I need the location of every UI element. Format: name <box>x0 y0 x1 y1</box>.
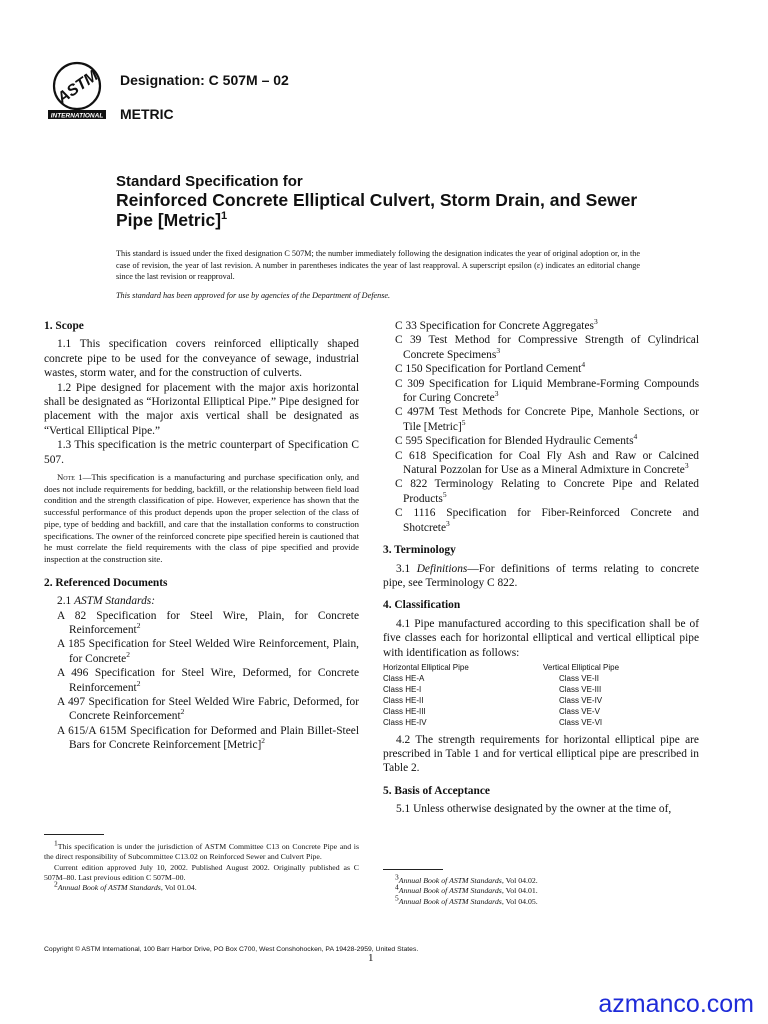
class-table-row: Class HE-I Class VE-III <box>383 685 602 695</box>
scope-1-3: 1.3 This specification is the metric counterpart of Specification C 507. <box>44 439 359 466</box>
ref-item: C 822 Terminology Relating to Concrete Pipe and Related Products$^5$ <box>395 478 699 505</box>
footnotes-left: $^1$This specification is under the jurisdiction of ASTM Committee C13 on Concrete Pipe and is the direct responsibility of Subcommittee C13.02 on Reinforced Sewer and Culvert Pipe. Current edition approved July 10, 2002. Published August 2002. Originally published as C 507M–80. Last previous edition C 507M–00. $^2$Annual Book of ASTM Standards, Vol 01.04. <box>44 838 359 893</box>
ref-item: C 1116 Specification for Fiber-Reinforced Concrete and Shotcrete$^3$ <box>395 507 699 534</box>
class-table-row: Class HE-A Class VE-II <box>383 674 600 684</box>
classification-heading: 4. Classification <box>383 599 461 612</box>
issued-note: This standard is issued under the fixed designation C 507M; the number immediately following the designation indicates the year of original adoption or, in the case of revision, the year of last revision. A number in parentheses indicates the year of last reapproval. A superscript epsilon (ε) indicates an editorial change since the last revision or reapproval. <box>116 249 640 281</box>
logo-text: ASTM <box>54 67 102 108</box>
ref-item: A 185 Specification for Steel Welded Wire Reinforcement, Plain, for Concrete$^2$ <box>57 638 359 665</box>
metric-label: METRIC <box>120 106 174 122</box>
astm-logo <box>44 60 110 122</box>
left-column <box>44 319 359 753</box>
scope-heading: 1. Scope <box>44 320 84 332</box>
acceptance-5-1: 5.1 Unless otherwise designated by the owner at the time of, <box>396 803 672 816</box>
ref-item: A 615/A 615M Specification for Deformed and Plain Billet-Steel Bars for Concrete Reinforcement [Metric]$^2$ <box>57 724 359 752</box>
terminology-heading: 3. Terminology <box>383 544 456 557</box>
class-table-row: Class HE-III Class VE-V <box>383 707 600 717</box>
class-table-header: Horizontal Elliptical Pipe Vertical Elliptical Pipe <box>383 662 620 672</box>
classification-4-2: 4.2 The strength requirements for horizontal elliptical pipe are prescribed in Table 1 and for vertical elliptical pipe are prescribed in Table 2. <box>383 733 699 775</box>
footnotes-right: $^3$Annual Book of ASTM Standards, Vol 04.02. $^4$Annual Book of ASTM Standards, Vol 04.01. $^5$Annual Book of ASTM Standards, Vol 04.05. <box>395 872 538 906</box>
designation: Designation: C 507M – 02 <box>120 72 289 88</box>
right-column <box>383 319 699 817</box>
copyright: Copyright © ASTM International, 100 Barr Harbor Drive, PO Box C700, West Conshohocken, PA 19428-2959, United States. <box>44 946 419 953</box>
classification-4-1: 4.1 Pipe manufactured according to this specification shall be of five classes each for horizontal elliptical and vertical elliptical pipe with identification as follows: <box>383 617 699 659</box>
ref-item: C 618 Specification for Coal Fly Ash and Raw or Calcined Natural Pozzolan for Use as a Mineral Admixture in Concrete$^3$ <box>395 449 699 477</box>
class-table <box>383 662 699 729</box>
ref-item: A 496 Specification for Steel Wire, Deformed, for Concrete Reinforcement$^2$ <box>57 667 359 694</box>
document-title: Reinforced Concrete Elliptical Culvert, Storm Drain, and Sewer Pipe [Metric]$^1$ <box>116 190 638 230</box>
ref-item: C 309 Specification for Liquid Membrane-Forming Compounds for Curing Concrete$^3$ <box>395 377 699 405</box>
acceptance-heading: 5. Basis of Acceptance <box>383 784 490 797</box>
class-table-row: Class HE-II Class VE-IV <box>383 696 603 706</box>
approved-note: This standard has been approved for use by agencies of the Department of Defense. <box>116 291 391 300</box>
page-number: 1 <box>368 952 374 964</box>
ref-item: A 82 Specification for Steel Wire, Plain, for Concrete Reinforcement$^2$ <box>57 609 359 636</box>
ref-item: C 33 Specification for Concrete Aggregates$^3$ <box>395 317 598 332</box>
watermark: azmanco.com <box>598 990 754 1018</box>
logo-subtext: INTERNATIONAL <box>50 112 104 120</box>
ref-item: C 595 Specification for Blended Hydraulic Cements$^4$ <box>395 432 638 448</box>
ref-item: C 39 Test Method for Compressive Strength of Cylindrical Concrete Specimens$^3$ <box>395 334 699 361</box>
referenced-list-left <box>44 609 359 753</box>
ref-item: C 497M Test Methods for Concrete Pipe, Manhole Sections, or Tile [Metric]$^5$ <box>395 406 699 433</box>
referenced-intro: 2.1 ASTM Standards: <box>57 595 155 608</box>
footnote-rule-right <box>383 869 443 870</box>
ref-item: C 150 Specification for Portland Cement$^4$ <box>395 360 586 376</box>
terminology-3-1: 3.1 Definitions—For definitions of terms relating to concrete pipe, see Terminology C 822. <box>383 562 699 589</box>
scope-note: Note 1—This specification is a manufacturing and purchase specification only, and does not include requirements for bedding, backfill, or the relationship between field load condition and the strength classification of pipe. However, experience has shown that the successful performance of this product depends upon the proper selection of the class of pipe, type of bedding and backfill, and care that the installation conforms to construction specifications. The owner of the reinforced concrete pipe specified herein is cautioned that he must correlate the field requirements with the class of pipe specified and provide inspection at the construction site. <box>44 472 359 564</box>
scope-1-1: 1.1 This specification covers reinforced elliptically shaped concrete pipe to be used for the conveyance of sewage, industrial wastes, storm water, and for the construction of culverts. <box>44 338 359 380</box>
scope-1-2: 1.2 Pipe designed for placement with the major axis horizontal shall be designated as “Horizontal Elliptical Pipe.” Pipe designed for placement with the major axis vertical shall be designated as “Vertical Elliptical Pipe.” <box>44 381 359 437</box>
ref-item: A 497 Specification for Steel Welded Wire Fabric, Deformed, for Concrete Reinforcement$^2$ <box>57 695 359 723</box>
referenced-list-right <box>383 319 699 535</box>
referenced-heading: 2. Referenced Documents <box>44 576 168 589</box>
title-standard-spec: Standard Specification for <box>116 173 303 190</box>
footnote-rule-left <box>44 834 104 835</box>
class-table-row: Class HE-IV Class VE-VI <box>383 718 603 728</box>
